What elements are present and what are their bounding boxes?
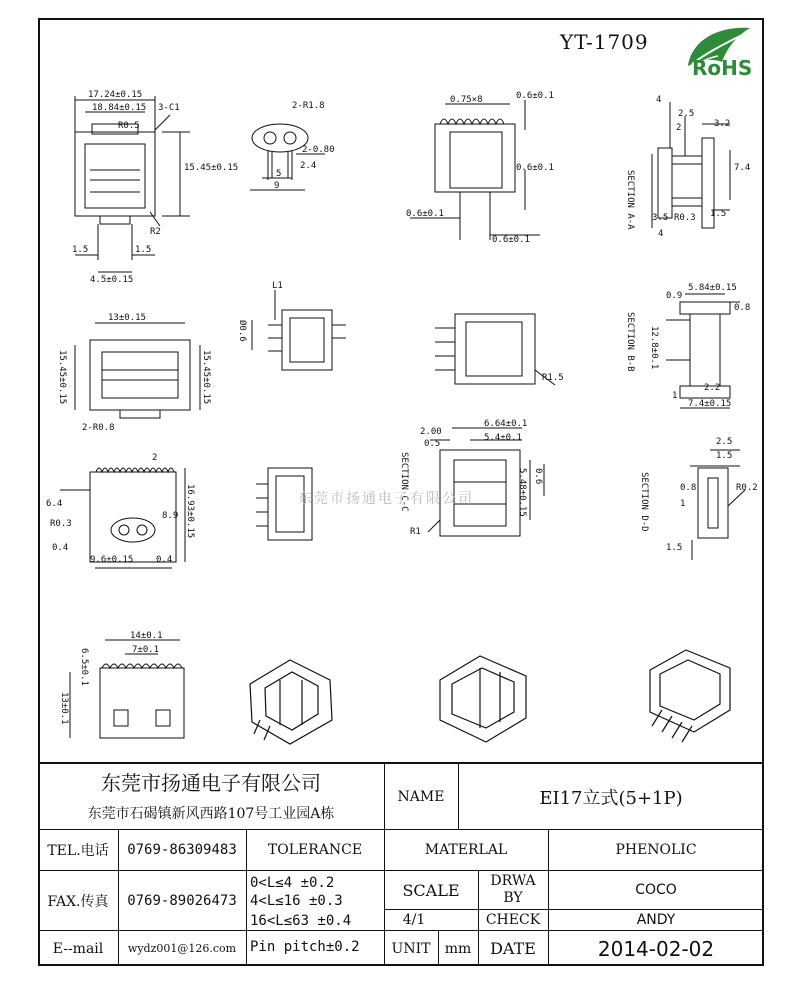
dim-label: 8.9 xyxy=(162,511,179,521)
dim-label: 6.5±0.1 xyxy=(79,648,89,686)
section-title: SECTION B-B xyxy=(625,312,635,372)
material-label: MATERLAL xyxy=(424,842,508,858)
dim-label: R1 xyxy=(410,527,421,537)
section-title: SECTION C-C xyxy=(399,452,409,512)
company-address: 东莞市石碣镇新风西路107号工业园A栋 xyxy=(87,806,335,822)
view-pins-front xyxy=(435,314,555,385)
dim-label: 0.6±0.1 xyxy=(516,91,554,101)
tel-label: TEL.电话 xyxy=(47,843,109,859)
dim-label: 0.5 xyxy=(424,439,441,449)
dim-label: 4.5±0.15 xyxy=(90,275,134,285)
dim-label: L1 xyxy=(272,281,283,291)
dim-label: 7.4±0.15 xyxy=(688,399,732,409)
tolerance-row-3: 16<L≤63 ±0.4 xyxy=(250,913,352,929)
dim-label: R0.5 xyxy=(118,121,140,131)
dim-label: 14±0.1 xyxy=(130,631,163,641)
check-label: CHECK xyxy=(485,912,541,928)
name-label: NAME xyxy=(397,789,445,805)
dim-label: 1.5 xyxy=(135,245,152,255)
part-name: EI17立式(5+1P) xyxy=(539,788,683,809)
dim-label: 15.45±0.15 xyxy=(201,350,211,405)
dim-label: 2-R0.8 xyxy=(82,423,115,433)
dim-label: 0.4 xyxy=(156,555,173,565)
company-name: 东莞市扬通电子有限公司 xyxy=(101,770,321,795)
part-number: YT-1709 xyxy=(560,30,649,54)
dim-label: 13±0.15 xyxy=(108,313,146,323)
dim-label: 1 xyxy=(672,391,678,401)
date-label: DATE xyxy=(490,939,536,958)
dim-label: 7.4 xyxy=(734,163,751,173)
dim-label: 0.6±0.1 xyxy=(492,235,530,245)
dim-label: 3-C1 xyxy=(158,103,180,113)
fax-label: FAX.传真 xyxy=(47,893,109,910)
dim-label: 12.8±0.1 xyxy=(649,326,659,370)
view-top-oval xyxy=(250,124,325,190)
dim-label: 16.93±0.15 xyxy=(185,484,195,539)
fax-value: 0769-89026473 xyxy=(127,892,237,909)
dim-label: 0.8 xyxy=(680,483,697,493)
dim-label: 0.6±0.1 xyxy=(406,209,444,219)
dim-label: 0.6±0.1 xyxy=(516,163,554,173)
dim-label: 2.5 xyxy=(716,437,733,447)
scale-label: SCALE xyxy=(402,880,460,900)
dim-label: 2.00 xyxy=(420,427,442,437)
dim-label: 3.2 xyxy=(714,119,731,129)
dim-label: 5 xyxy=(276,169,282,179)
dim-label: 2-0.80 xyxy=(302,145,335,155)
email-value: wydz001@126.com xyxy=(127,942,237,955)
iso-view-3 xyxy=(650,650,730,742)
dim-label: 1 xyxy=(680,499,686,509)
dim-label: 13±0.1 xyxy=(59,692,69,725)
dim-label: 0.9 xyxy=(666,291,683,301)
checked-by: ANDY xyxy=(636,912,676,928)
dim-label: 2 xyxy=(676,123,682,133)
drwa-label: DRWA xyxy=(490,873,536,889)
dim-label: 2.4 xyxy=(300,161,317,171)
watermark: 东莞市扬通电子有限公司 xyxy=(298,491,474,507)
dim-label: 6.64±0.1 xyxy=(484,419,528,429)
scale-value: 4/1 xyxy=(402,912,426,928)
dim-label: 15.45±0.15 xyxy=(184,163,239,173)
dim-label: 15.45±0.15 xyxy=(57,350,67,405)
section-title: SECTION D-D xyxy=(639,472,649,532)
unit-label: UNIT xyxy=(391,940,431,957)
dim-label: 0.4 xyxy=(52,543,69,553)
dim-label: 4 xyxy=(658,229,664,239)
dim-label: 18.84±0.15 xyxy=(92,103,147,113)
tolerance-row-2: 4<L≤16 ±0.3 xyxy=(250,893,343,909)
date-value: 2014-02-02 xyxy=(597,936,715,961)
tolerance-row-4: Pin pitch±0.2 xyxy=(250,939,360,955)
iso-view-2 xyxy=(440,656,526,742)
material-value: PHENOLIC xyxy=(615,842,697,858)
dim-label: R1.5 xyxy=(542,373,564,383)
drawn-by: COCO xyxy=(635,882,677,898)
title-block xyxy=(38,762,764,966)
dim-label: 9 xyxy=(274,181,280,191)
section-d-d xyxy=(690,450,745,560)
dim-label: 2-R1.8 xyxy=(292,101,325,111)
rohs-label: RoHS xyxy=(692,56,753,80)
technical-drawing xyxy=(40,20,762,760)
dim-label: 3.5 xyxy=(652,213,669,223)
dim-label: R0.3 xyxy=(674,213,696,223)
dim-label: 17.24±0.15 xyxy=(88,90,143,100)
unit-value: mm xyxy=(444,940,472,957)
section-title: SECTION A-A xyxy=(625,170,635,230)
dim-label: R0.2 xyxy=(736,483,758,493)
dim-label: 0.8 xyxy=(734,303,751,313)
view-pins-side xyxy=(252,290,346,370)
dim-label: Ø0.6 xyxy=(237,320,247,342)
iso-view-1 xyxy=(250,660,332,744)
dim-label: 1.5 xyxy=(72,245,89,255)
dim-label: 1.5 xyxy=(710,209,727,219)
dim-label: R2 xyxy=(150,227,161,237)
tolerance-label: TOLERANCE xyxy=(267,842,363,858)
dim-label: 5.48±0.15 xyxy=(517,468,527,517)
view-top-5 xyxy=(75,323,200,418)
dim-label: 5.84±0.15 xyxy=(688,283,737,293)
dim-label: 2 xyxy=(152,453,158,463)
dim-label: 9.6±0.15 xyxy=(90,555,134,565)
dim-label: 2.5 xyxy=(678,109,695,119)
dim-label: 2.2 xyxy=(704,383,721,393)
dim-label: 0.75×8 xyxy=(450,95,483,105)
dim-label: 1.5 xyxy=(666,543,683,553)
dim-label: 4 xyxy=(656,95,662,105)
dim-label: 1.5 xyxy=(716,451,733,461)
dim-label: 5.4±0.1 xyxy=(484,433,522,443)
dim-label: 6.4 xyxy=(46,499,63,509)
dim-label: R0.3 xyxy=(50,519,72,529)
tolerance-row-1: 0<L≤4 ±0.2 xyxy=(250,875,335,891)
dim-label: 7±0.1 xyxy=(132,645,160,655)
dim-label: 0.6 xyxy=(533,468,543,485)
tel-value: 0769-86309483 xyxy=(127,842,237,858)
email-label: E--mail xyxy=(52,940,104,957)
by-label: BY xyxy=(503,890,523,906)
